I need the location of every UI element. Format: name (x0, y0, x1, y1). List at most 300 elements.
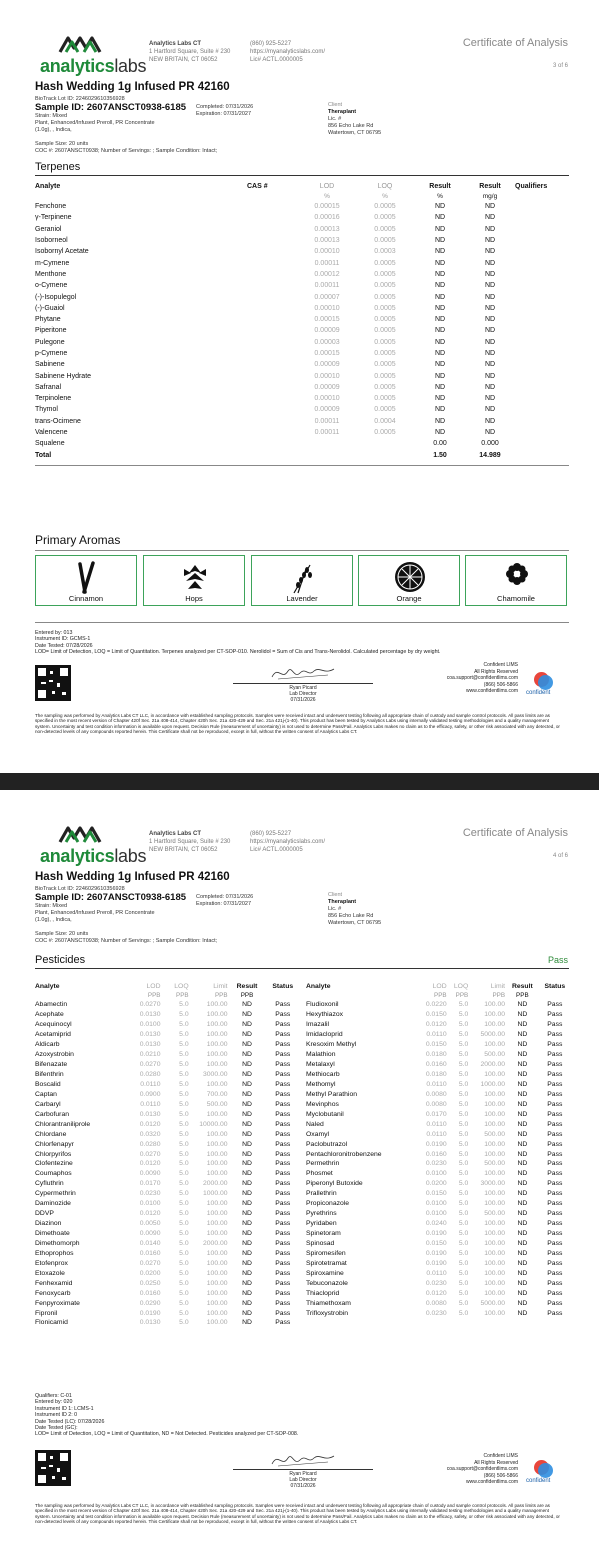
qualifier-cell (515, 235, 569, 246)
analyte-name: Piperitone (35, 327, 67, 335)
result-pct-value: ND (434, 214, 446, 222)
loq-value: 5.0 (458, 1001, 469, 1009)
loq-value: 5.0 (179, 1051, 189, 1059)
lod-value: 0.0170 (139, 1180, 161, 1188)
disclaimer: The sampling was performed by Analytics Labs CT LLC, in accordance with established sampling protocols. Samples were received intact and underwent testing following all appropriate chain of custody and sample control protocols. All pass limits are as specified in the most recent version of Chapter 420f Sec. 21a 408-414, Chapter 420h Sec. 21a 420-429 and Sec. 21a 421j-(1-40). This product has been tested by Analytics Labs using internally validated testing methodologies and a quality management system. Uncertainty and test condition information is available upon request. Decision Rule (measurement of uncertainty) is not used to determine Pass/Fail. Analytics Labs makes no claim as to the efficacy, safety, or other risk associated with any detected, or non-detected levels of any compounds reported herein. This Certificate shall not be reproduced, except in full, without the written consent of Analytics Labs CT. (35, 1503, 560, 1525)
loq-cell (355, 450, 415, 461)
lod-value: 0.0080 (425, 1090, 447, 1098)
lod-value: 0.0200 (425, 1180, 447, 1188)
result-value: ND (517, 1190, 528, 1198)
loq-value: 5.0 (458, 1259, 469, 1267)
table-row (35, 416, 569, 427)
result-pct-value: ND (434, 361, 446, 369)
loq-value: 0.0005 (374, 237, 396, 245)
limit-value: 100.00 (484, 1279, 506, 1287)
result-pct-value: ND (434, 406, 446, 414)
limit-value: 100.00 (206, 1041, 228, 1049)
table-row (35, 1308, 299, 1318)
limit-value: 100.00 (484, 1309, 506, 1317)
table-row (35, 303, 569, 314)
orange-slice-icon (359, 561, 461, 595)
terpenes-table (35, 181, 569, 461)
unit-limit: PPB (492, 992, 506, 999)
loq-value: 0.0005 (374, 406, 396, 414)
status-value: Pass (547, 1100, 563, 1108)
col-result-pct: Result (429, 182, 451, 190)
loq-value: 5.0 (458, 1200, 469, 1208)
table-row (35, 291, 569, 302)
cas-cell (247, 438, 299, 449)
analyte-name: Coumaphos (35, 1170, 72, 1178)
lod-value: 0.00010 (314, 395, 340, 403)
table-row (35, 1209, 299, 1219)
signatory: Ryan Picard Lab Director 07/31/2026 (289, 685, 317, 703)
lod-value: 0.0130 (139, 1319, 161, 1327)
coa-page-terpenes (0, 0, 599, 773)
lot-id: BioTrack Lot ID: 2246029610356928 (35, 96, 125, 102)
result-value: ND (517, 1249, 528, 1257)
result-value: ND (517, 1230, 528, 1238)
table-row (35, 1000, 299, 1010)
lod-value: 0.0180 (425, 1051, 447, 1059)
pesticides-table-right (306, 982, 570, 1318)
limit-value: 100.00 (484, 1170, 506, 1178)
analyte-name: Tebuconazole (306, 1279, 348, 1287)
lod-value: 0.0110 (426, 1080, 447, 1088)
analyte-name: Thiacloprid (306, 1289, 340, 1297)
qualifier-cell (515, 212, 569, 223)
status-value: Pass (547, 1071, 563, 1079)
status-value: Pass (275, 1041, 291, 1049)
lod-value: 0.0150 (425, 1190, 447, 1198)
table-row (35, 1318, 299, 1328)
lod-value: 0.00011 (314, 417, 340, 425)
loq-value: 5.0 (179, 1090, 189, 1098)
table-row (306, 1119, 570, 1129)
product-details: Strain: Mixed Plant, Enhanced/Infused Preroll, PR Concentrate (1.0g), , Indica, (35, 113, 155, 133)
table-row (35, 1179, 299, 1189)
table-row (35, 1149, 299, 1159)
aromas-title: Primary Aromas (35, 533, 121, 547)
analyte-name: Methomyl (306, 1080, 336, 1088)
result-mgg-value: ND (484, 225, 496, 233)
status-value: Pass (275, 1150, 291, 1158)
analyte-name: Kresoxim Methyl (306, 1041, 357, 1049)
product-title: Hash Wedding 1g Infused PR 42160 (35, 871, 230, 883)
loq-value: 0.0004 (374, 417, 396, 425)
limit-value: 100.00 (484, 1120, 506, 1128)
table-row (306, 1248, 570, 1258)
result-value: ND (517, 1130, 528, 1138)
aroma-label: Hops (185, 594, 203, 603)
result-value: ND (517, 1239, 528, 1247)
analyte-name: Fipronil (35, 1309, 58, 1317)
limit-value: 100.00 (206, 1130, 228, 1138)
lod-value: 0.00003 (314, 338, 340, 346)
result-mgg-value: ND (484, 327, 496, 335)
result-mgg-value: ND (484, 338, 496, 346)
aroma-card-cinnamon (35, 555, 137, 606)
signature-line (233, 1469, 373, 1470)
analyte-name: Spinetoram (306, 1230, 341, 1238)
col-status: Status (544, 983, 566, 990)
table-row (35, 1030, 299, 1040)
aroma-label: Cinnamon (68, 594, 104, 603)
col-analyte: Analyte (35, 983, 60, 990)
loq-value: 5.0 (179, 1259, 189, 1267)
lod-value: 0.00015 (314, 350, 340, 357)
table-row (35, 393, 569, 404)
signature-icon (268, 1450, 338, 1470)
status-value: Pass (547, 1180, 563, 1188)
cas-cell (247, 359, 299, 370)
status-value: Pass (547, 1249, 563, 1257)
limit-value: 100.00 (206, 1319, 228, 1327)
result-pct-value: ND (434, 429, 446, 437)
analyte-name: Fludioxonil (306, 1001, 339, 1009)
cas-cell (247, 427, 299, 438)
lod-value: 0.0900 (139, 1090, 161, 1098)
loq-value: 0.0005 (374, 338, 396, 346)
cas-cell (247, 382, 299, 393)
sample-size: Sample Size: 20 units COC #: 2607ANSCT0938; Number of Servings: ; Sample Condition: Intact; (35, 141, 218, 154)
table-header-row (35, 982, 299, 991)
cas-cell (247, 257, 299, 268)
loq-value: 0.0005 (374, 327, 396, 335)
lims-info: Confident LIMS All Rights Reserved coa.support@confidentlims.com (866) 506-5866 www.confidentlims.com (446, 1453, 518, 1485)
result-value: ND (517, 1180, 528, 1188)
result-value: ND (242, 1249, 252, 1257)
result-value: ND (517, 1289, 528, 1297)
loq-value: 5.0 (458, 1289, 469, 1297)
result-mgg-value: ND (484, 417, 496, 425)
loq-value (355, 438, 415, 449)
result-value: ND (242, 1021, 252, 1029)
result-pct-value: ND (434, 338, 446, 346)
limit-value: 500.00 (484, 1210, 506, 1218)
analyte-name: Spinosad (306, 1239, 335, 1247)
client-block: Client Theraplant Lic. # 856 Echo Lake Rd Watertown, CT 06795 (328, 102, 382, 136)
result-value: ND (517, 1041, 528, 1049)
loq-value: 5.0 (179, 1100, 189, 1108)
analyte-name: Propiconazole (306, 1200, 350, 1208)
analyte-name: DDVP (35, 1210, 54, 1218)
lod-value: 0.0100 (425, 1210, 447, 1218)
result-mgg-value: ND (484, 203, 496, 211)
lod-value: 0.0110 (426, 1031, 447, 1039)
result-value: ND (242, 1041, 252, 1049)
result-mgg-value: ND (484, 282, 496, 290)
qualifier-cell (515, 269, 569, 280)
status-value: Pass (275, 1001, 291, 1009)
lod-value: 0.00011 (314, 429, 340, 437)
table-row (306, 1199, 570, 1209)
limit-value: 100.00 (484, 1200, 506, 1208)
loq-value: 5.0 (179, 1180, 189, 1188)
loq-value: 5.0 (179, 1011, 189, 1019)
result-value: ND (517, 1080, 528, 1088)
analyte-name: Trifloxystrobin (306, 1309, 349, 1317)
loq-value: 5.0 (458, 1051, 469, 1059)
lod-value (299, 438, 355, 449)
loq-value: 5.0 (458, 1160, 469, 1168)
lab-website-link[interactable]: https://myanalyticslabs.com/ (250, 839, 326, 845)
status-value: Pass (547, 1269, 563, 1277)
status-value: Pass (547, 1239, 563, 1247)
result-mgg-value: ND (484, 259, 496, 267)
qualifier-cell (515, 314, 569, 325)
client-block: Client Theraplant Lic. # 856 Echo Lake Rd Watertown, CT 06795 (328, 892, 382, 926)
loq-value: 5.0 (179, 1061, 189, 1069)
status-value: Pass (547, 1041, 563, 1049)
result-value: ND (517, 1170, 528, 1178)
analyte-name: Chlorfenapyr (35, 1140, 74, 1148)
result-value: ND (517, 1269, 528, 1277)
unit-result-pct: % (437, 192, 443, 200)
analyte-name: Aldicarb (35, 1041, 60, 1049)
confident-wordmark: confident (526, 1478, 551, 1484)
lod-value: 0.00015 (314, 316, 340, 324)
col-result: Result (511, 983, 533, 990)
status-value: Pass (547, 1061, 563, 1069)
analyte-name: Naled (306, 1120, 324, 1128)
cas-cell (247, 314, 299, 325)
result-value: ND (517, 1120, 528, 1128)
qualifier-cell (515, 257, 569, 268)
sample-id: Sample ID: 2607ANSCT0938-6185 (35, 892, 187, 903)
lod-value: 0.00015 (314, 203, 340, 211)
result-pct-value: ND (434, 282, 446, 290)
loq-value: 5.0 (179, 1319, 189, 1327)
loq-value: 5.0 (458, 1170, 469, 1178)
table-row (306, 1089, 570, 1099)
loq-value: 5.0 (179, 1110, 189, 1118)
result-mgg-value: ND (484, 304, 496, 312)
result-value: ND (242, 1239, 252, 1247)
table-row (35, 1080, 299, 1090)
analyte-name: Acephate (35, 1011, 64, 1019)
loq-value: 0.0005 (374, 293, 396, 301)
analyte-name: Pentachloronitrobenzene (306, 1150, 382, 1158)
lims-email-link[interactable]: coa.support@confidentlims.com (446, 1466, 518, 1472)
lod-value: 0.0090 (139, 1170, 161, 1178)
lod-value: 0.0130 (139, 1110, 161, 1118)
qr-code-icon[interactable] (35, 1450, 71, 1486)
hops-icon (144, 561, 246, 595)
qualifier-cell (515, 416, 569, 427)
result-value: ND (242, 1220, 252, 1228)
table-row (35, 1020, 299, 1030)
table-header-row (35, 181, 569, 191)
status-value: Pass (275, 1309, 291, 1317)
result-value: ND (517, 1140, 528, 1148)
table-row (35, 1288, 299, 1298)
status-value: Pass (547, 1140, 563, 1148)
lod-value: 0.0230 (139, 1190, 161, 1198)
result-value: ND (242, 1120, 252, 1128)
analytics-labs-logo-icon (38, 822, 118, 844)
loq-value: 5.0 (458, 1041, 469, 1049)
result-value: ND (242, 1210, 252, 1218)
table-row (306, 1169, 570, 1179)
result-value: ND (517, 1011, 528, 1019)
limit-value: 100.00 (484, 1071, 506, 1079)
lot-id: BioTrack Lot ID: 2246029610356928 (35, 886, 125, 892)
limit-value: 500.00 (206, 1100, 228, 1108)
table-row (35, 1109, 299, 1119)
analyte-name: Phosmet (306, 1170, 333, 1178)
lab-website-link[interactable]: https://myanalyticslabs.com/ (250, 49, 326, 55)
status-value: Pass (547, 1220, 563, 1228)
status-value: Pass (275, 1160, 291, 1168)
result-mgg-value: ND (484, 316, 496, 324)
loq-value: 5.0 (458, 1120, 469, 1128)
lod-value: 0.0190 (425, 1249, 447, 1257)
lod-value: 0.0120 (139, 1160, 161, 1168)
unit-result: PPB (516, 992, 529, 999)
lod-value: 0.0140 (139, 1239, 161, 1247)
loq-value: 5.0 (179, 1001, 189, 1009)
analyte-name: Mevinphos (306, 1100, 339, 1108)
lod-value: 0.0190 (139, 1309, 161, 1317)
status-value: Pass (275, 1061, 291, 1069)
limit-value: 100.00 (206, 1140, 228, 1148)
limit-value: 500.00 (484, 1160, 506, 1168)
loq-value: 5.0 (458, 1100, 469, 1108)
table-row (35, 280, 569, 291)
analyte-name: (-)-Isopulegol (35, 293, 77, 301)
limit-value: 100.00 (484, 1239, 506, 1247)
table-row (306, 1000, 570, 1010)
lod-value: 0.0130 (139, 1011, 161, 1019)
analyte-name: Carbofuran (35, 1110, 70, 1118)
loq-value: 5.0 (179, 1269, 189, 1277)
analyte-name: Prallethrin (306, 1190, 337, 1198)
result-mgg-value: ND (484, 383, 496, 391)
lims-web-link[interactable]: www.confidentlims.com (466, 688, 518, 694)
analyte-name: Methiocarb (306, 1071, 340, 1079)
analyte-name: Clofentezine (35, 1160, 73, 1168)
limit-value: 100.00 (484, 1150, 506, 1158)
loq-value: 5.0 (458, 1239, 469, 1247)
cas-cell (247, 348, 299, 359)
result-pct-value: ND (434, 237, 446, 245)
analyte-name: Carbaryl (35, 1100, 61, 1108)
product-details: Strain: Mixed Plant, Enhanced/Infused Preroll, PR Concentrate (1.0g), , Indica, (35, 903, 155, 923)
qualifier-cell (515, 393, 569, 404)
unit-loq: PPB (455, 992, 469, 999)
status-value: Pass (547, 1090, 563, 1098)
loq-value: 0.0003 (374, 248, 396, 256)
cas-cell (247, 235, 299, 246)
limit-value: 100.00 (484, 1090, 506, 1098)
aroma-label: Orange (396, 594, 422, 603)
aroma-label: Chamomile (497, 594, 535, 603)
limit-value: 100.00 (484, 1011, 506, 1019)
table-row (35, 438, 569, 449)
cas-cell (247, 269, 299, 280)
loq-value: 0.0005 (374, 395, 396, 403)
table-row (35, 404, 569, 415)
analyte-name: Spirotetramat (306, 1259, 347, 1267)
status-value: Pass (275, 1180, 291, 1188)
cas-cell (247, 370, 299, 381)
loq-value: 0.0005 (374, 225, 396, 233)
analyte-name: Ethoprophos (35, 1249, 74, 1257)
lod-value: 0.0130 (139, 1041, 161, 1049)
table-row (306, 1139, 570, 1149)
qualifier-cell (515, 201, 569, 212)
limit-value: 100.00 (484, 1021, 506, 1029)
result-pct-value: 0.00 (433, 440, 447, 448)
limit-value: 1000.00 (202, 1190, 228, 1198)
loq-value: 5.0 (458, 1130, 469, 1138)
result-value: ND (242, 1100, 252, 1108)
status-value: Pass (275, 1051, 291, 1059)
limit-value: 100.00 (484, 1259, 506, 1267)
lod-value: 0.0230 (425, 1160, 447, 1168)
result-value: ND (242, 1230, 252, 1238)
test-info: Entered by: 013 Instrument ID: GCMS-1 Date Tested: 07/28/2026 LOD= Limit of Detection, LOQ = Limit of Quantitation. Terpenes analyzed per CT-SOP-010. Nerolidol = Sum of Cis and Trans-Nerolidol. Calculated percentage by dry weight. (35, 630, 441, 656)
lims-email-link[interactable]: coa.support@confidentlims.com (446, 675, 518, 681)
status-value: Pass (547, 1150, 563, 1158)
analyte-name: Isobornyl Acetate (35, 248, 89, 256)
analyte-name: Pulegone (35, 338, 65, 346)
result-value: ND (242, 1150, 252, 1158)
result-value: ND (517, 1309, 528, 1317)
table-row (35, 1089, 299, 1099)
loq-value: 5.0 (179, 1150, 189, 1158)
qualifier-cell (515, 404, 569, 415)
qr-code-icon[interactable] (35, 665, 71, 701)
unit-loq: PPB (176, 992, 189, 999)
total-pct-value: 1.50 (433, 451, 447, 459)
status-value: Pass (547, 1011, 563, 1019)
table-row (306, 1159, 570, 1169)
analyte-name: Sabinene Hydrate (35, 372, 92, 380)
col-analyte: Analyte (35, 182, 61, 190)
table-row (306, 1149, 570, 1159)
analyte-name: Etoxazole (35, 1269, 65, 1277)
overall-status-badge: Pass (547, 955, 568, 965)
result-value: ND (517, 1051, 528, 1059)
lab-address: Analytics Labs CT 1 Hartford Square, Suite # 230 NEW BRITAIN, CT 06052 (149, 41, 231, 63)
page-header (0, 790, 599, 870)
loq-value: 0.0005 (374, 383, 396, 391)
table-row (306, 1229, 570, 1239)
lims-web-link[interactable]: www.confidentlims.com (466, 1479, 518, 1485)
col-lod: LOD (432, 983, 447, 990)
limit-value: 100.00 (206, 1061, 228, 1069)
limit-value: 500.00 (484, 1051, 506, 1059)
result-value: ND (242, 1269, 252, 1277)
analyte-name: Acetamiprid (35, 1031, 71, 1039)
lod-value: 0.0110 (140, 1100, 161, 1108)
loq-value: 5.0 (179, 1200, 189, 1208)
result-value: ND (517, 1220, 528, 1228)
analyte-name: Valencene (35, 429, 68, 437)
result-pct-value: ND (434, 225, 446, 233)
unit-lod: PPB (434, 992, 447, 999)
loq-value: 5.0 (458, 1090, 469, 1098)
status-value: Pass (547, 1289, 563, 1297)
col-loq: LOQ (377, 182, 393, 190)
limit-value: 100.00 (206, 1110, 228, 1118)
status-value: Pass (275, 1130, 291, 1138)
result-mgg-value: 0.000 (481, 440, 499, 448)
status-value: Pass (275, 1279, 291, 1287)
limit-value: 100.00 (206, 1160, 228, 1168)
